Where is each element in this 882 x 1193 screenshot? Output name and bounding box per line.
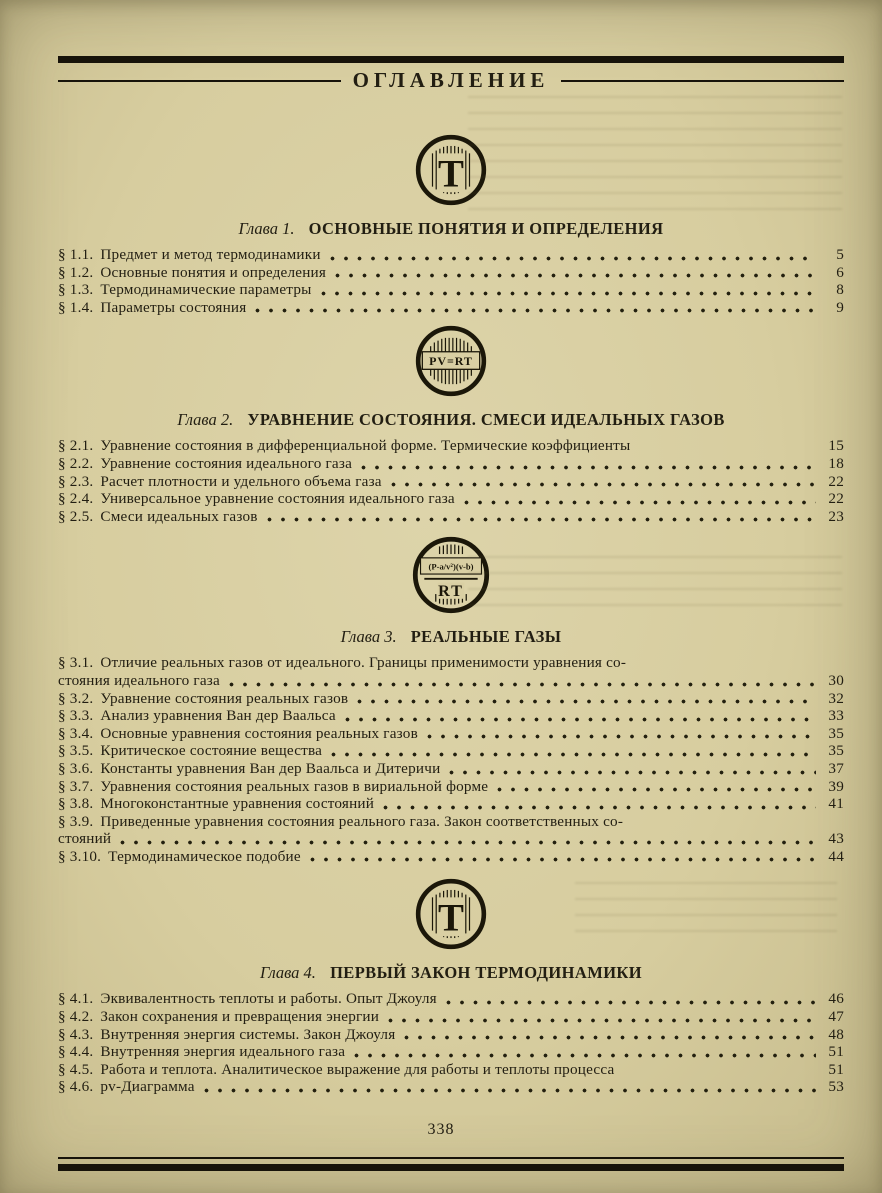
entry-text: Термодинамические параметры bbox=[100, 281, 312, 299]
entry-number: § 2.4. bbox=[58, 490, 94, 508]
entry-page-number: 33 bbox=[828, 707, 844, 725]
toc-chapters bbox=[58, 133, 844, 1096]
toc-entry bbox=[58, 437, 844, 455]
dot-leader bbox=[357, 699, 816, 704]
chapter-entries bbox=[58, 437, 844, 525]
entry-text: Многоконстантные уравнения состояний bbox=[100, 795, 375, 813]
entry-line bbox=[58, 654, 844, 672]
entry-text: Константы уравнения Ван дер Ваальса и Дитеричи bbox=[100, 759, 441, 777]
toc-entry bbox=[58, 1061, 844, 1079]
entry-text: Расчет плотности и удельного объема газа bbox=[100, 472, 382, 490]
dot-leader bbox=[229, 682, 816, 687]
dot-leader bbox=[497, 787, 816, 792]
entry-text: Эквивалентность теплоты и работы. Опыт Джоуля bbox=[100, 990, 437, 1008]
dot-leader bbox=[321, 291, 816, 296]
dot-leader bbox=[464, 500, 816, 505]
entry-number: § 2.3. bbox=[58, 472, 94, 490]
entry-page-number: 44 bbox=[828, 847, 844, 865]
dot-leader bbox=[446, 1000, 816, 1005]
toc-entry bbox=[58, 1008, 844, 1026]
dot-leader bbox=[345, 717, 816, 722]
toc-chapter bbox=[58, 324, 844, 525]
entry-line bbox=[58, 725, 844, 743]
toc-chapter bbox=[58, 535, 844, 865]
page-title: ОГЛАВЛЕНИЕ bbox=[352, 68, 550, 92]
entry-number: § 4.2. bbox=[58, 1008, 94, 1026]
entry-text: Отличие реальных газов от идеального. Границы применимости уравнения со- bbox=[100, 654, 627, 672]
toc-chapter bbox=[58, 133, 844, 316]
dot-leader bbox=[204, 1088, 816, 1093]
entry-text: pv-Диаграмма bbox=[100, 1078, 195, 1096]
toc-entry bbox=[58, 795, 844, 813]
chapter-heading bbox=[58, 219, 844, 239]
toc-entry bbox=[58, 508, 844, 526]
toc-entry bbox=[58, 299, 844, 317]
entry-text: Основные уравнения состояния реальных газов bbox=[100, 724, 418, 742]
entry-page-number: 9 bbox=[836, 298, 844, 316]
entry-number: § 1.4. bbox=[58, 298, 94, 316]
dot-leader bbox=[639, 447, 816, 452]
entry-line bbox=[58, 760, 844, 778]
entry-number: § 3.9. bbox=[58, 812, 94, 830]
toc-entry bbox=[58, 778, 844, 796]
entry-text: Основные понятия и определения bbox=[100, 263, 327, 281]
entry-line bbox=[58, 1061, 844, 1079]
entry-number: § 2.5. bbox=[58, 507, 94, 525]
entry-line bbox=[58, 848, 844, 866]
entry-number: § 4.3. bbox=[58, 1025, 94, 1043]
entry-line bbox=[58, 437, 844, 455]
van-der-waals-equation-icon bbox=[411, 535, 491, 615]
dot-leader bbox=[335, 273, 816, 278]
chapter-emblem bbox=[58, 877, 844, 951]
entry-number: § 1.3. bbox=[58, 281, 94, 299]
dot-leader bbox=[255, 308, 816, 313]
toc-entry bbox=[58, 1078, 844, 1096]
entry-number: § 1.2. bbox=[58, 263, 94, 281]
chapter-heading bbox=[58, 410, 844, 430]
bottom-rule-thin bbox=[58, 1157, 844, 1159]
thermodynamics-t-monogram-icon bbox=[414, 133, 488, 207]
entry-line bbox=[58, 1043, 844, 1061]
entry-text: Параметры состояния bbox=[100, 298, 247, 316]
entry-number: § 1.1. bbox=[58, 246, 94, 263]
emblem-letter-text: T bbox=[438, 897, 464, 941]
chapter-title: ОСНОВНЫЕ ПОНЯТИЯ И ОПРЕДЕЛЕНИЯ bbox=[308, 219, 664, 238]
entry-page-number: 15 bbox=[828, 437, 844, 455]
entry-continuation-line bbox=[58, 830, 844, 848]
dot-leader bbox=[331, 752, 816, 757]
entry-text: Уравнение состояния идеального газа bbox=[100, 454, 353, 472]
entry-line bbox=[58, 490, 844, 508]
entry-line bbox=[58, 299, 844, 317]
chapter-title: УРАВНЕНИЕ СОСТОЯНИЯ. СМЕСИ ИДЕАЛЬНЫХ ГАЗОВ bbox=[247, 410, 725, 430]
entry-page-number: 46 bbox=[828, 990, 844, 1008]
entry-number: § 4.5. bbox=[58, 1060, 94, 1078]
entry-line bbox=[58, 813, 844, 831]
entry-page-number: 8 bbox=[836, 281, 844, 299]
chapter-title: РЕАЛЬНЫЕ ГАЗЫ bbox=[410, 627, 562, 647]
toc-entry bbox=[58, 264, 844, 282]
entry-number: § 3.4. bbox=[58, 724, 94, 742]
dot-leader bbox=[404, 1035, 816, 1040]
entry-line bbox=[58, 246, 844, 264]
entry-text: Уравнения состояния реальных газов в вириальной форме bbox=[100, 777, 489, 795]
entry-page-number: 5 bbox=[836, 246, 844, 263]
toc-entry bbox=[58, 1026, 844, 1044]
entry-number: § 3.10. bbox=[58, 847, 102, 865]
bottom-rule-thick bbox=[58, 1164, 844, 1171]
chapter-entries bbox=[58, 246, 844, 316]
chapter-entries bbox=[58, 990, 844, 1096]
entry-number: § 4.4. bbox=[58, 1043, 94, 1061]
entry-page-number: 48 bbox=[828, 1025, 844, 1043]
entry-page-number: 22 bbox=[828, 472, 844, 490]
chapter-label: Глава 3. bbox=[340, 627, 401, 647]
toc-entry bbox=[58, 725, 844, 743]
chapter-label: Глава 2. bbox=[177, 410, 238, 430]
entry-page-number: 18 bbox=[828, 454, 844, 472]
entry-continuation-line bbox=[58, 672, 844, 690]
dot-leader bbox=[449, 770, 816, 775]
entry-page-number: 30 bbox=[828, 671, 844, 689]
entry-line bbox=[58, 264, 844, 282]
dot-leader bbox=[383, 805, 816, 810]
dot-leader bbox=[427, 734, 816, 739]
entry-number: § 2.1. bbox=[58, 437, 94, 455]
toc-entry bbox=[58, 813, 844, 848]
bottom-rule bbox=[58, 1157, 844, 1171]
entry-text: Уравнение состояния в дифференциальной форме. Термические коэффициенты bbox=[100, 437, 631, 455]
dot-leader bbox=[354, 1053, 816, 1058]
title-row bbox=[58, 68, 844, 93]
entry-number: § 3.5. bbox=[58, 742, 94, 760]
dot-leader bbox=[361, 465, 816, 470]
ideal-gas-equation-pvrt-icon bbox=[414, 324, 488, 398]
entry-line bbox=[58, 1078, 844, 1096]
toc-entry bbox=[58, 760, 844, 778]
dot-leader bbox=[267, 517, 816, 522]
chapter-emblem bbox=[58, 535, 844, 615]
entry-text: Универсальное уравнение состояния идеального газа bbox=[100, 490, 455, 508]
entry-line bbox=[58, 990, 844, 1008]
chapter-title: ПЕРВЫЙ ЗАКОН ТЕРМОДИНАМИКИ bbox=[330, 963, 643, 983]
toc-entry bbox=[58, 473, 844, 491]
entry-page-number: 22 bbox=[828, 490, 844, 508]
entry-text: Предмет и метод термодинамики bbox=[100, 246, 321, 263]
toc-entry bbox=[58, 707, 844, 725]
entry-text: Уравнение состояния реальных газов bbox=[100, 689, 349, 707]
entry-page-number: 51 bbox=[828, 1043, 844, 1061]
toc-entry bbox=[58, 1043, 844, 1061]
entry-page-number: 37 bbox=[828, 759, 844, 777]
entry-page-number: 6 bbox=[836, 263, 844, 281]
entry-line bbox=[58, 1008, 844, 1026]
toc-entry bbox=[58, 455, 844, 473]
dot-leader bbox=[330, 256, 816, 261]
entry-page-number: 23 bbox=[828, 507, 844, 525]
toc-entry bbox=[58, 742, 844, 760]
entry-number: § 4.6. bbox=[58, 1078, 94, 1096]
dot-leader bbox=[388, 1018, 816, 1023]
entry-text: Критическое состояние вещества bbox=[100, 742, 323, 760]
entry-page-number: 41 bbox=[828, 795, 844, 813]
footer-page-number: 338 bbox=[427, 1121, 455, 1138]
toc-entry bbox=[58, 848, 844, 866]
entry-number: § 3.6. bbox=[58, 759, 94, 777]
entry-line bbox=[58, 742, 844, 760]
entry-text: Внутренняя энергия идеального газа bbox=[100, 1043, 346, 1061]
entry-text: Анализ уравнения Ван дер Ваальса bbox=[100, 707, 336, 725]
entry-number: § 3.1. bbox=[58, 654, 94, 672]
dot-leader bbox=[391, 482, 816, 487]
entry-number: § 3.7. bbox=[58, 777, 94, 795]
entry-line bbox=[58, 795, 844, 813]
entry-continuation-text: стояния идеального газа bbox=[58, 671, 220, 689]
entry-text: Внутренняя энергия системы. Закон Джоуля bbox=[100, 1025, 396, 1043]
entry-text: Термодинамическое подобие bbox=[108, 847, 301, 865]
entry-text: Работа и теплота. Аналитическое выражение для работы и теплоты процесса bbox=[100, 1060, 615, 1078]
entry-line bbox=[58, 508, 844, 526]
emblem-rt-text: RT bbox=[438, 582, 464, 601]
thermodynamics-t-monogram-icon bbox=[414, 877, 488, 951]
entry-line bbox=[58, 455, 844, 473]
entry-page-number: 47 bbox=[828, 1008, 844, 1026]
entry-text: Закон сохранения и превращения энергии bbox=[100, 1008, 380, 1026]
entry-page-number: 53 bbox=[828, 1078, 844, 1096]
entry-line bbox=[58, 778, 844, 796]
chapter-emblem bbox=[58, 133, 844, 207]
toc-entry bbox=[58, 281, 844, 299]
top-rule bbox=[58, 56, 844, 63]
toc-chapter bbox=[58, 877, 844, 1096]
chapter-heading bbox=[58, 627, 844, 647]
title-rule-right bbox=[561, 80, 844, 82]
entry-continuation-text: стояний bbox=[58, 830, 112, 848]
entry-line bbox=[58, 473, 844, 491]
entry-line bbox=[58, 690, 844, 708]
entry-text: Смеси идеальных газов bbox=[100, 507, 258, 525]
chapter-label: Глава 1. bbox=[238, 219, 299, 238]
dot-leader bbox=[120, 840, 816, 845]
emblem-formula-text: PV=RT bbox=[429, 354, 473, 369]
chapter-entries bbox=[58, 654, 844, 865]
toc-entry bbox=[58, 490, 844, 508]
emblem-letter-text: T bbox=[438, 152, 464, 196]
entry-number: § 3.8. bbox=[58, 795, 94, 813]
chapter-label: Глава 4. bbox=[259, 963, 321, 983]
entry-line bbox=[58, 707, 844, 725]
entry-number: § 2.2. bbox=[58, 454, 94, 472]
entry-text: Приведенные уравнения состояния реального газа. Закон соответственных со- bbox=[100, 812, 624, 830]
chapter-heading bbox=[58, 963, 844, 983]
entry-page-number: 43 bbox=[828, 830, 844, 848]
dot-leader bbox=[310, 857, 816, 862]
emblem-formula-text: (P-a/v²)(v-b) bbox=[428, 561, 474, 572]
entry-page-number: 32 bbox=[828, 689, 844, 707]
toc-entry bbox=[58, 654, 844, 689]
entry-line bbox=[58, 281, 844, 299]
toc-entry bbox=[58, 246, 844, 264]
title-rule-left bbox=[58, 80, 341, 82]
chapter-emblem bbox=[58, 324, 844, 398]
entry-page-number: 51 bbox=[828, 1060, 844, 1078]
entry-line bbox=[58, 1026, 844, 1044]
entry-page-number: 35 bbox=[828, 742, 844, 760]
entry-number: § 3.2. bbox=[58, 689, 94, 707]
toc-entry bbox=[58, 990, 844, 1008]
entry-page-number: 35 bbox=[828, 724, 844, 742]
toc-entry bbox=[58, 690, 844, 708]
entry-page-number: 39 bbox=[828, 777, 844, 795]
entry-number: § 4.1. bbox=[58, 990, 94, 1008]
entry-number: § 3.3. bbox=[58, 707, 94, 725]
dot-leader bbox=[623, 1070, 816, 1075]
